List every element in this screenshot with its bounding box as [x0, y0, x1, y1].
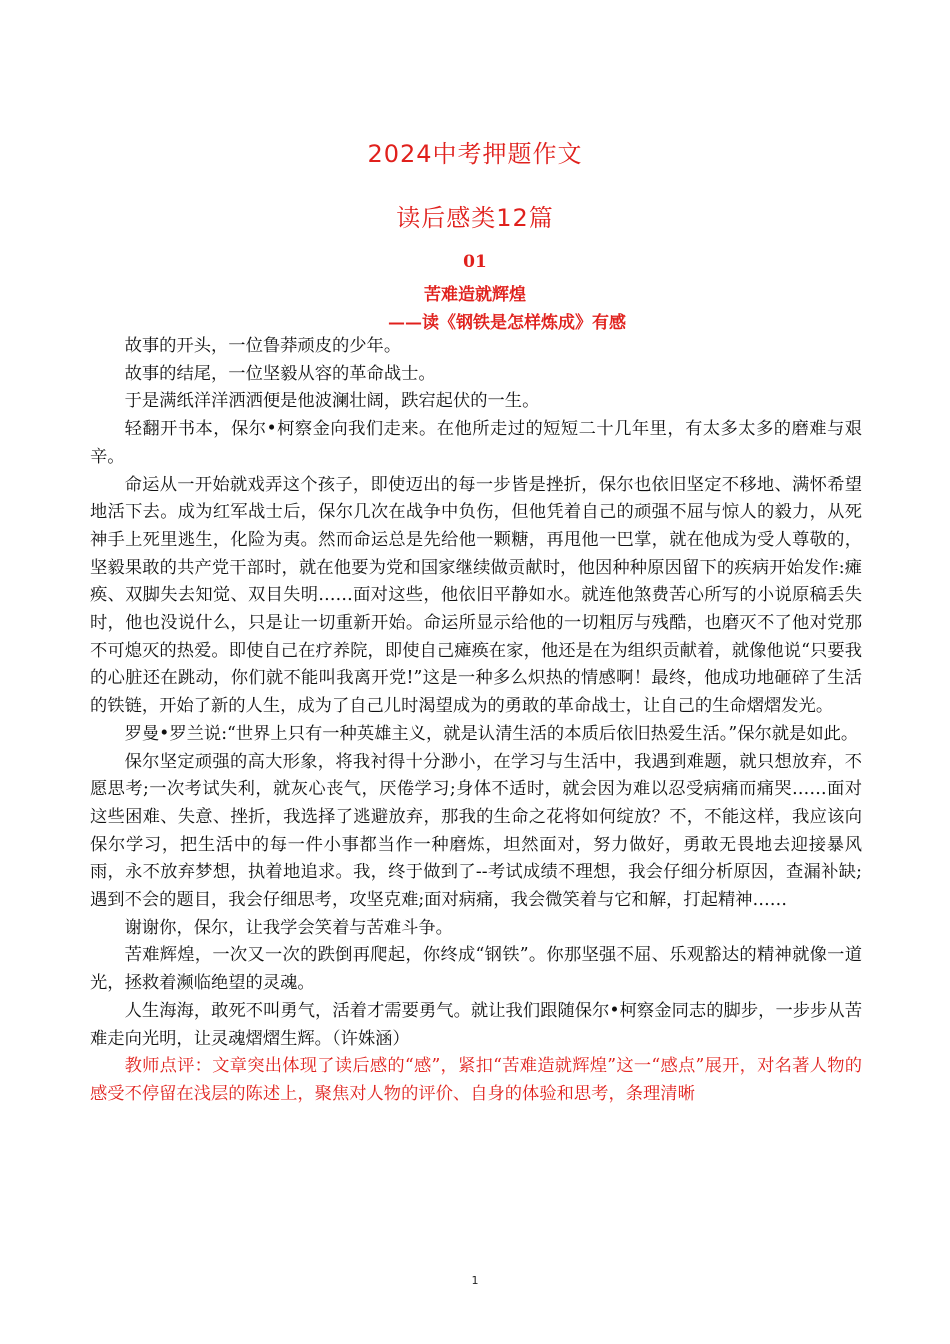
paragraph: 罗曼•罗兰说:“世界上只有一种英雄主义，就是认清生活的本质后依旧热爱生活。”保尔就是如此。 — [124, 723, 859, 744]
article-subtitle — [0, 308, 950, 333]
section-number: 01 — [463, 252, 487, 272]
main-title: 2024中考押题作文 — [367, 140, 583, 168]
paragraph: 命运从一开始就戏弄这个孩子，即使迈出的每一步皆是挫折，保尔也依旧坚定不移地、满怀希望地活下去。成为红军战士后，保尔几次在战争中负伤，但他凭着自己的顽强不屈与惊人的毅力，从死神手上死里逃生，化险为夷。然而命运总是先给他一颗糖，再甩他一巴掌，就在他成为受人尊敬的，坚毅果敢的共产党干部时，就在他要为党和国家继续做贡献时，他因种种原因留下的疾病开始发作:瘫痪、双脚失去知觉、双目失明……面对这些，他依旧平静如水。就连他煞费苦心所写的小说原稿丢失时，他也没说什么，只是让一切重新开始。命运所显示给他的一切粗厉与残酷，也磨灭不了他对党那不可熄灭的热爱。即使自己在疗养院，即使自己瘫痪在家，他还是在为组织贡献着，就像他说“只要我的心脏还在跳动，你们就不能叫我离开党!”这是一种多么炽热的情感啊！最终，他成功地砸碎了生活的铁链，开始了新的人生，成为了自己儿时渴望成为的勇敢的革命战士，让自己的生命熠熠发光。 — [90, 474, 862, 717]
paragraph: 于是满纸洋洋洒洒便是他波澜壮阔，跌宕起伏的一生。 — [124, 391, 540, 412]
paragraph: 轻翻开书本，保尔•柯察金向我们走来。在他所走过的短短二十几年里，有太多太多的磨难与艰辛。 — [90, 419, 862, 467]
paragraph: 苦难辉煌，一次又一次的跌倒再爬起，你终成“钢铁”。你那坚强不屈、乐观豁达的精神就像一道光，拯救着濒临绝望的灵魂。 — [90, 945, 862, 994]
paragraph: 故事的结尾，一位坚毅从容的革命战士。 — [124, 363, 436, 384]
teacher-comment: 教师点评：文章突出体现了读后感的“感”，紧扣“苦难造就辉煌”这一“感点”展开，对名著人物的感受不停留在浅层的陈述上，聚焦对人物的评价、自身的体验和思考，条理清晰 — [90, 1056, 862, 1104]
paragraph: 人生海海，敢死不叫勇气，活着才需要勇气。就让我们跟随保尔•柯察金同志的脚步，一步步从苦难走向光明，让灵魂熠熠生辉。（许姝涵） — [90, 1000, 862, 1049]
paragraph: 保尔坚定顽强的高大形象，将我衬得十分渺小，在学习与生活中，我遇到难题，就只想放弃，不愿思考;一次考试失利，就灰心丧气，厌倦学习;身体不适时，就会因为难以忍受病痛而痛哭……面对这些困难、失意、挫折，我选择了逃避放弃，那我的生命之花将如何绽放？不，不能这样，我应该向保尔学习，把生活中的每一件小事都当作一种磨炼，坦然面对，努力做好，勇敢无畏地去迎接暴风雨，永不放弃梦想，执着地追求。我，终于做到了--考试成绩不理想，我会仔细分析原因，查漏补缺;遇到不会的题目，我会仔细思考，攻坚克难;面对病痛，我会微笑着与它和解，打起精神…… — [90, 751, 862, 911]
article-subtitle-text: ——读《钢铁是怎样炼成》有感 — [388, 313, 626, 333]
page-number: 1 — [471, 1274, 479, 1287]
paragraph: 故事的开头，一位鲁莽顽皮的少年。 — [124, 336, 402, 356]
paragraph: 谢谢你，保尔，让我学会笑着与苦难斗争。 — [124, 917, 453, 938]
article-title: 苦难造就辉煌 — [424, 285, 526, 305]
sub-title: 读后感类12篇 — [396, 204, 554, 232]
article-body — [90, 333, 862, 1109]
